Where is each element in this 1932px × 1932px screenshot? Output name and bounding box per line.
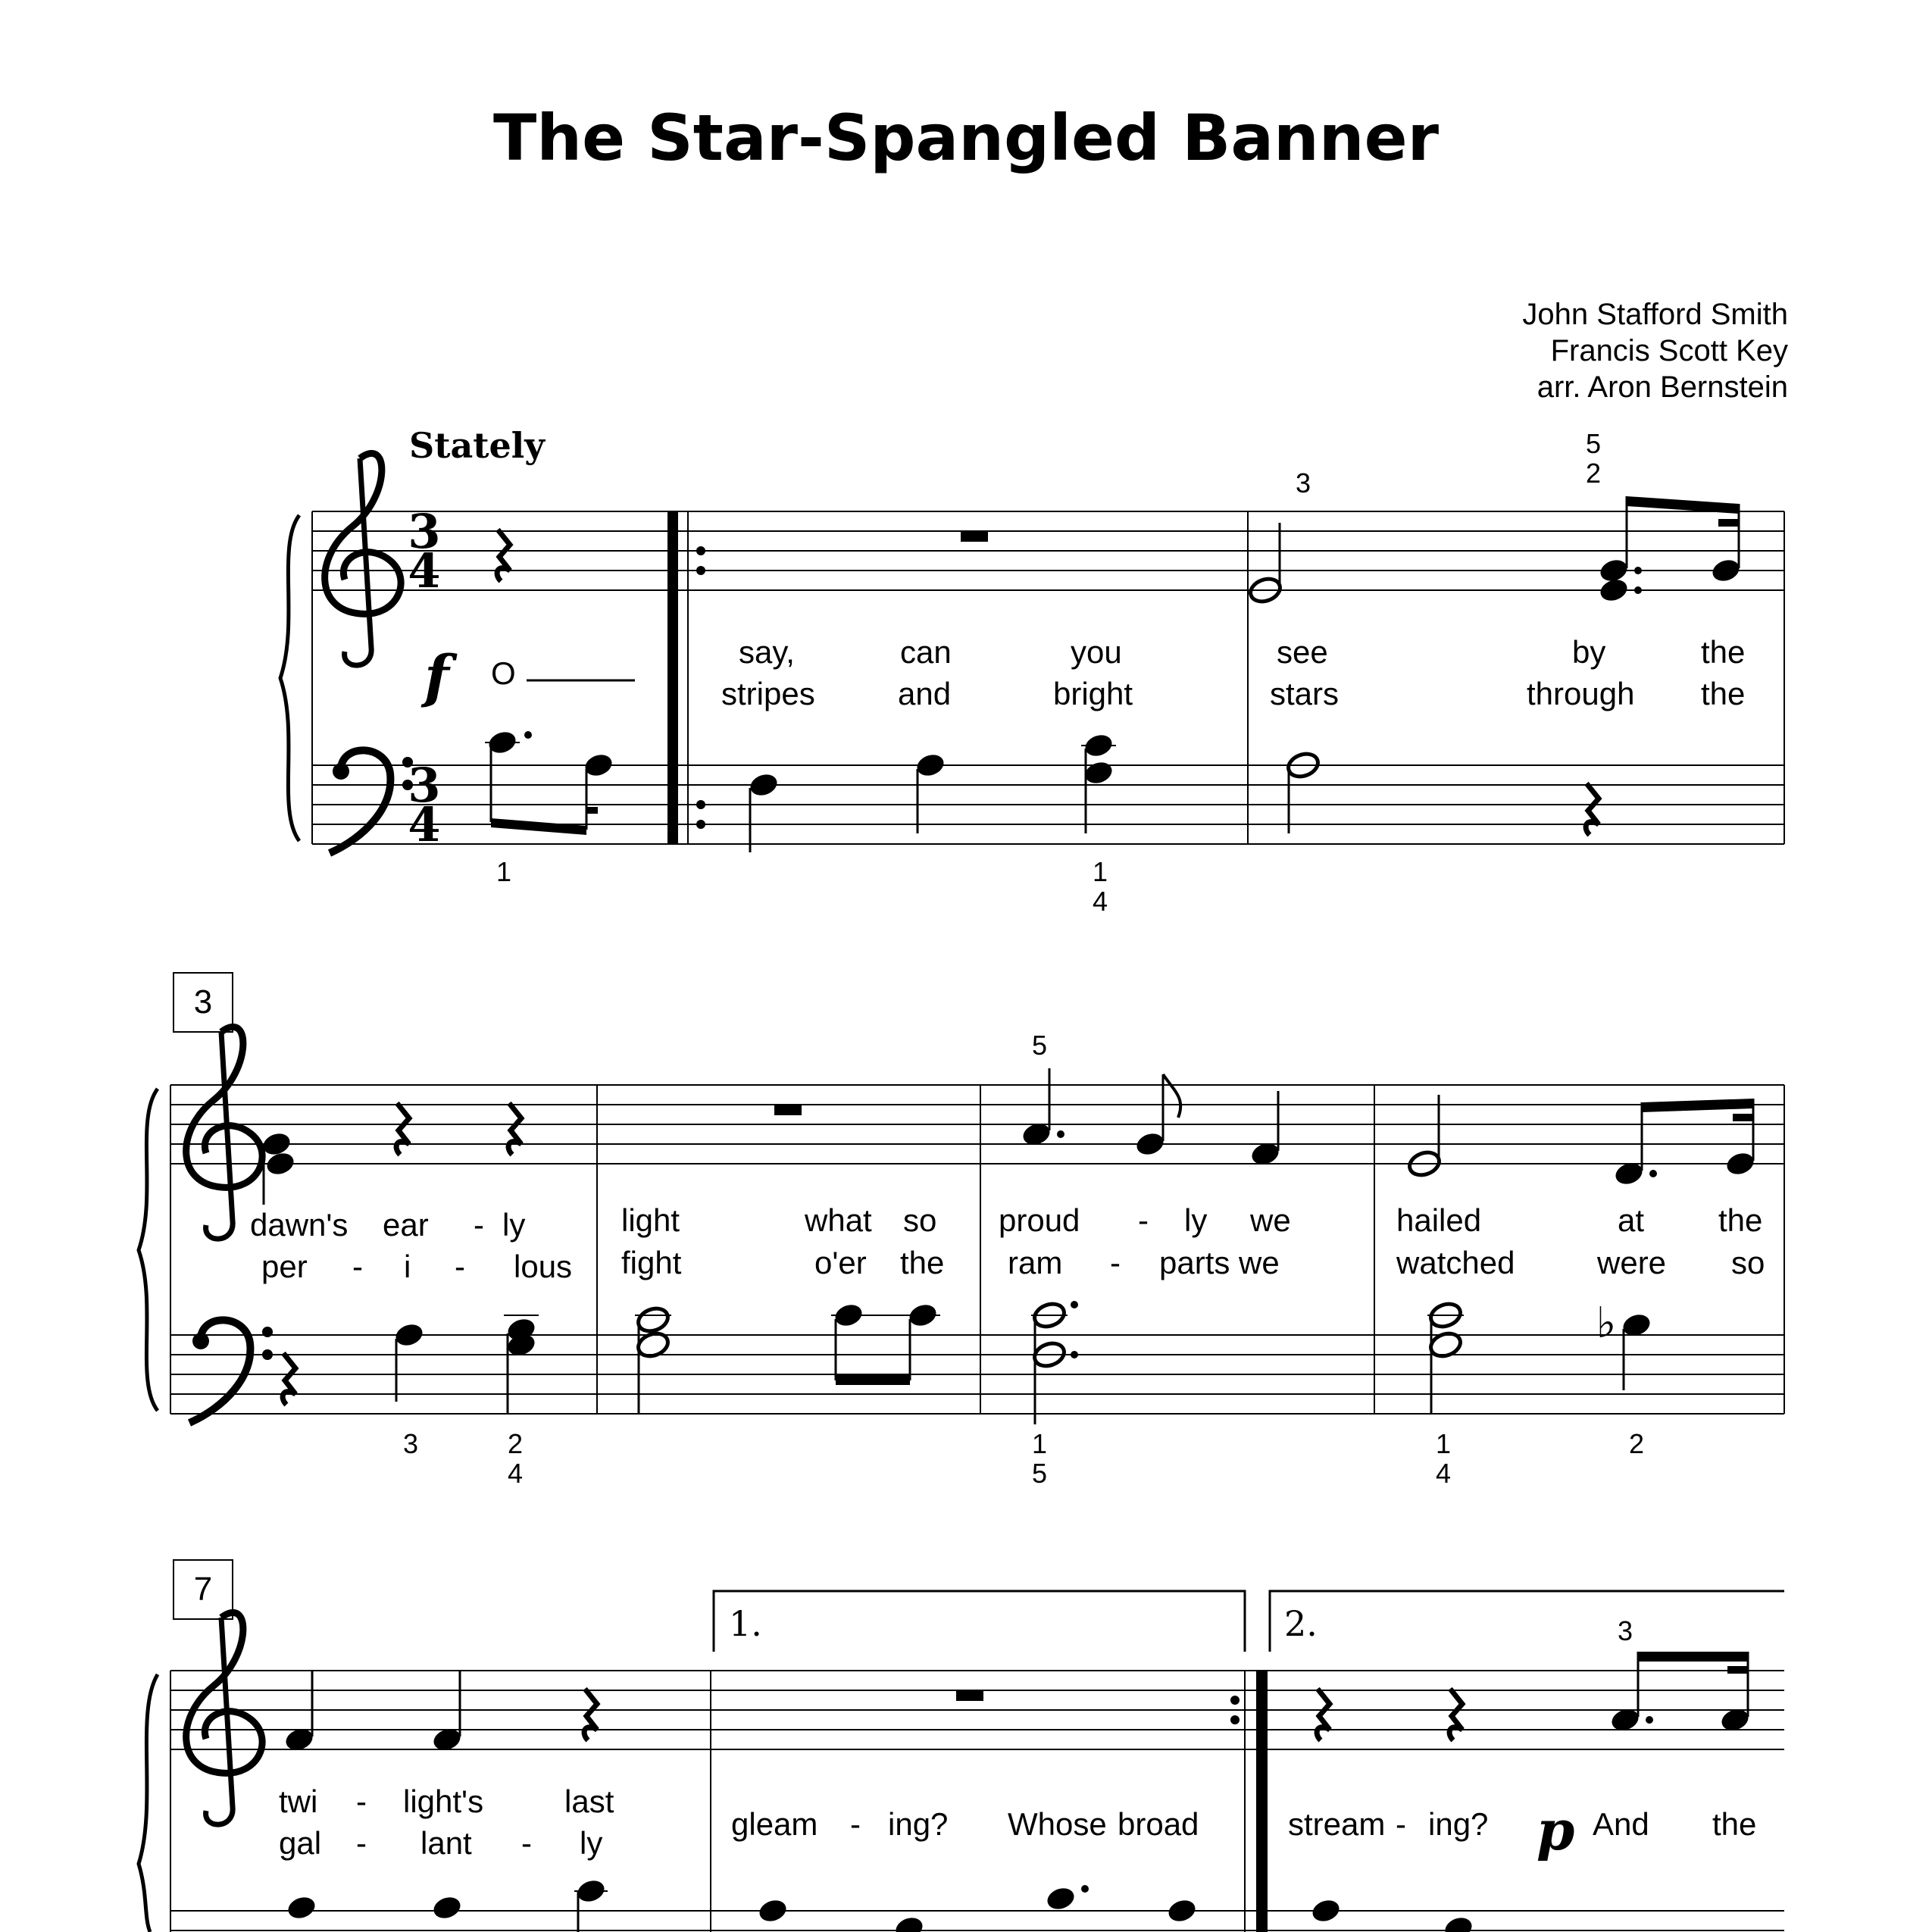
lyric: and xyxy=(898,676,952,711)
composer-credit: John Stafford Smith xyxy=(1522,298,1788,331)
lyric: stripes xyxy=(721,676,815,711)
lyric: - xyxy=(1110,1245,1121,1280)
lyric: so xyxy=(903,1202,937,1238)
lyric: were xyxy=(1597,1245,1667,1280)
lyric: gal xyxy=(279,1825,322,1861)
fingering: 3 xyxy=(402,1428,419,1459)
lyric: - xyxy=(521,1825,532,1861)
lyric: - xyxy=(1138,1202,1149,1238)
fingering: 1 xyxy=(1435,1428,1452,1459)
lyric: parts we xyxy=(1159,1245,1280,1280)
lyric: by xyxy=(1572,634,1606,670)
system-3 xyxy=(139,1591,1784,1932)
lyric: can xyxy=(900,634,952,670)
measure-number-7: 7 xyxy=(173,1559,233,1620)
svg-text:♭: ♭ xyxy=(1596,1299,1617,1348)
first-ending-label: 1. xyxy=(729,1603,762,1644)
lyric: per xyxy=(261,1249,308,1284)
fingering: 2 xyxy=(1628,1428,1645,1459)
fingering: 1 xyxy=(496,856,512,887)
lyric: watched xyxy=(1396,1245,1515,1280)
lyric: ly xyxy=(580,1825,603,1861)
lyric: ear xyxy=(383,1207,429,1243)
fingering: 5 xyxy=(1031,1030,1048,1061)
measure-number-3: 3 xyxy=(173,972,233,1033)
lyric: ly xyxy=(502,1207,526,1243)
dynamic-forte: f xyxy=(424,642,449,710)
lyric: fight xyxy=(621,1245,682,1280)
fingering: 4 xyxy=(1435,1458,1452,1489)
lyric: say, xyxy=(739,634,795,670)
lyric: gleam xyxy=(731,1806,818,1842)
fingering: 5 xyxy=(1585,428,1602,459)
lyric: the xyxy=(1718,1202,1763,1238)
lyric: ram xyxy=(1008,1245,1063,1280)
lyric: broad xyxy=(1118,1806,1199,1842)
page-title: The Star-Spangled Banner xyxy=(492,101,1440,175)
lyric: - xyxy=(352,1249,363,1284)
system-1 xyxy=(280,453,1784,853)
pickup-lyric: O xyxy=(491,655,516,691)
lyric: - xyxy=(850,1806,861,1842)
lyric: - xyxy=(474,1207,484,1243)
lyric: hailed xyxy=(1396,1202,1482,1238)
time-sig-bottom: 4 xyxy=(408,543,441,599)
lyric: last xyxy=(564,1784,614,1819)
lyric: lant xyxy=(420,1825,472,1861)
lyric: the xyxy=(900,1245,945,1280)
lyric: ing? xyxy=(1428,1806,1489,1842)
lyric: you xyxy=(1071,634,1122,670)
tempo-marking: Stately xyxy=(409,425,545,466)
arranger-credit: arr. Aron Bernstein xyxy=(1537,370,1788,404)
lyric: proud xyxy=(999,1202,1080,1238)
lyric: twi xyxy=(279,1784,318,1819)
fingering: 2 xyxy=(1585,458,1602,489)
fingering: 3 xyxy=(1617,1615,1633,1646)
svg-text:3: 3 xyxy=(408,758,441,813)
lyric: light's xyxy=(403,1784,484,1819)
dynamic-piano: p xyxy=(1537,1798,1575,1862)
lyric: - xyxy=(356,1825,367,1861)
lyric: - xyxy=(455,1249,465,1284)
fingering: 1 xyxy=(1031,1428,1048,1459)
second-ending-label: 2. xyxy=(1284,1603,1318,1644)
lyric: dawn's xyxy=(250,1207,349,1243)
time-sig-top: 3 xyxy=(408,504,441,559)
fingering: 3 xyxy=(1295,467,1311,499)
lyric: Whose xyxy=(1008,1806,1107,1842)
lyric: through xyxy=(1527,676,1635,711)
lyric: see xyxy=(1277,634,1328,670)
lyric: stream xyxy=(1288,1806,1386,1842)
lyric: ing? xyxy=(888,1806,949,1842)
fingering: 4 xyxy=(507,1458,524,1489)
lyric: the xyxy=(1701,634,1746,670)
lyric: at xyxy=(1618,1202,1645,1238)
lyric: so xyxy=(1731,1245,1765,1280)
lyric: - xyxy=(356,1784,367,1819)
lyric: And xyxy=(1593,1806,1649,1842)
fingering: 1 xyxy=(1092,856,1108,887)
lyricist-credit: Francis Scott Key xyxy=(1550,334,1788,367)
lyric: what xyxy=(805,1202,872,1238)
lyric: o'er xyxy=(814,1245,867,1280)
lyric: - xyxy=(1396,1806,1406,1842)
svg-text:4: 4 xyxy=(408,797,441,852)
lyric: the xyxy=(1712,1806,1757,1842)
fingering: 2 xyxy=(507,1428,524,1459)
lyric: ly xyxy=(1184,1202,1208,1238)
fingering: 4 xyxy=(1092,886,1108,917)
lyric: light xyxy=(621,1202,680,1238)
lyric: we xyxy=(1250,1202,1291,1238)
lyric: lous xyxy=(514,1249,573,1284)
lyric: i xyxy=(404,1249,411,1284)
lyric: the xyxy=(1701,676,1746,711)
lyric: stars xyxy=(1270,676,1340,711)
lyric: bright xyxy=(1053,676,1133,711)
fingering: 5 xyxy=(1031,1458,1048,1489)
